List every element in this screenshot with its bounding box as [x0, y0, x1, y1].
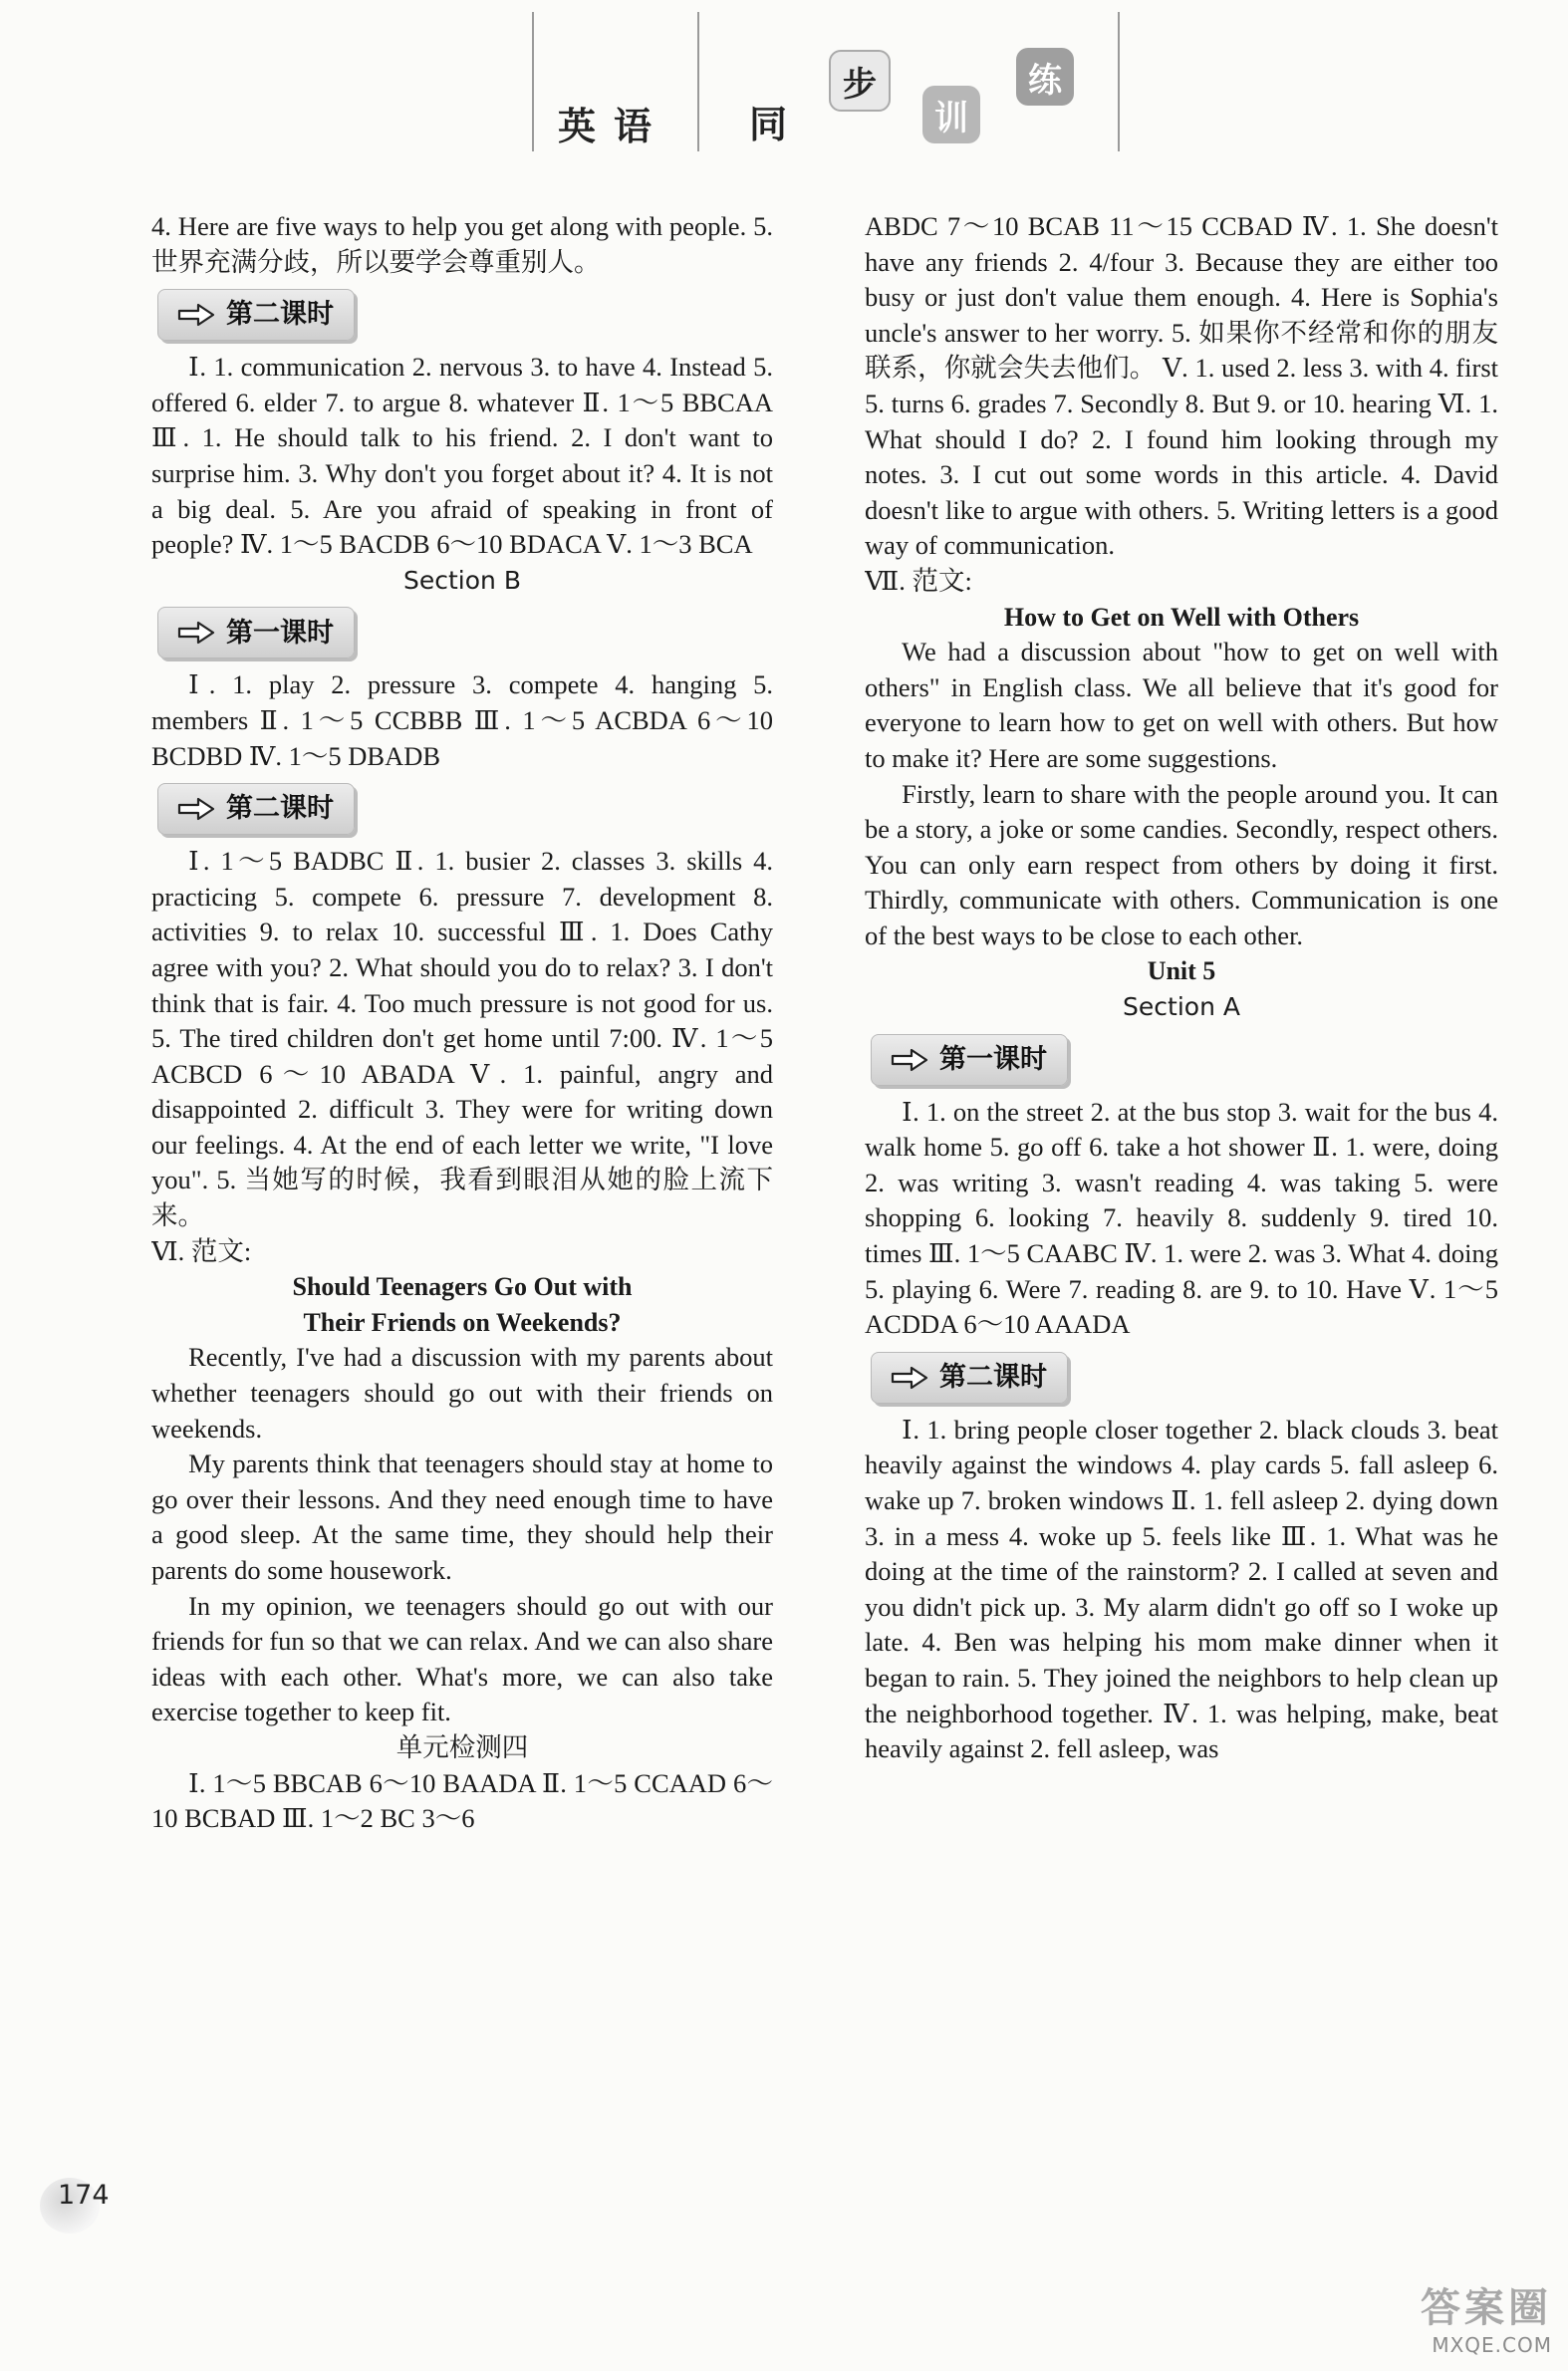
- watermark-text: 答案圈: [1421, 2284, 1552, 2331]
- watermark-logo: [1313, 2273, 1552, 2359]
- lesson-badge: [157, 607, 355, 659]
- answer-paragraph: Ⅰ. 1. play 2. pressure 3. compete 4. hanging 5. members Ⅱ. 1～5 CCBBB Ⅲ. 1～5 ACBDA 6～10 BCDBD Ⅳ. 1～5 DBADB: [151, 669, 773, 771]
- section-heading: Section A: [1123, 992, 1240, 1022]
- essay-paragraph: My parents think that teenagers should stay at home to go over their lessons. And they need enough time to have a good sleep. At the same time, they should help their parents do some housework.: [151, 1449, 773, 1585]
- essay-label: Ⅵ. 范文:: [151, 1235, 252, 1266]
- answer-paragraph: Ⅰ. 1～5 BADBC Ⅱ. 1. busier 2. classes 3. skills 4. practicing 5. compete 6. pressure 7. development 8. activities 9. to relax 10. successful Ⅲ. 1. Does Cathy agree with you? 2. What should you do to relax? 3. I don't think that is fair. 4. Too much pressure is not good for us. 5. The tired children don't get home until 7:00. Ⅳ. 1～5 ACBCD 6～10 ABADA Ⅴ. 1. painful, angry and disappointed 2. difficult 3. They were for writing down our feelings. 4. At the end of each letter we write, "I love you". 5. 当她写的时候，我看到眼泪从她的脸上流下来。: [151, 846, 773, 1231]
- header-divider: [697, 12, 699, 151]
- lesson-badge-label: 第二课时: [226, 299, 334, 331]
- unit-test-heading: 单元检测四: [395, 1731, 529, 1762]
- header-divider: [1118, 12, 1120, 151]
- unit-heading: Unit 5: [1147, 956, 1216, 986]
- arrow-right-icon: [176, 796, 216, 822]
- title-char-3: 训: [922, 86, 980, 143]
- page-number: 174: [58, 2180, 110, 2211]
- answer-paragraph: Ⅰ. 1. on the street 2. at the bus stop 3. wait for the bus 4. walk home 5. go off 6. take a hot shower Ⅱ. 1. were, doing 2. was writing 3. wasn't reading 4. was taking 5. were shopping 6. looking 7. heavily 8. suddenly 9. tired 10. times Ⅲ. 1～5 CAABC Ⅳ. 1. were 2. was 3. What 4. doing 5. playing 6. Were 7. reading 8. are 9. to 10. Have Ⅴ. 1～5 ACDDA 6～10 AAADA: [865, 1096, 1498, 1340]
- lesson-badge-label: 第一课时: [226, 617, 334, 649]
- answer-paragraph: Ⅰ. 1. bring people closer together 2. black clouds 3. beat heavily against the windows 4. play cards 5. fall asleep 6. wake up 7. broken windows Ⅱ. 1. fell asleep 2. dying down 3. in a mess 4. woke up 5. feels like Ⅲ. 1. What was he doing at the time of the rainstorm? 2. I called at seven and you didn't pick up. 3. My alarm didn't go off so I woke up late. 4. Ben was helping his mom make dinner when it began to rain. 5. They joined the neighbors to help clean up the neighborhood together. Ⅳ. 1. was helping, make, beat heavily against 2. fell asleep, was: [865, 1414, 1498, 1764]
- arrow-right-icon: [890, 1365, 929, 1391]
- essay-paragraph: In my opinion, we teenagers should go out with our friends for fun so that we can relax. And we can also share ideas with each other. What's more, we can also take exercise together to keep fit.: [151, 1590, 773, 1727]
- left-column: [151, 209, 773, 2122]
- arrow-right-icon: [176, 620, 216, 646]
- header-divider: [532, 12, 534, 151]
- arrow-right-icon: [176, 302, 216, 328]
- essay-title: Should Teenagers Go Out with: [292, 1272, 633, 1302]
- lesson-badge: [157, 783, 355, 835]
- lesson-badge: [871, 1034, 1068, 1086]
- answer-paragraph: Ⅰ. 1. communication 2. nervous 3. to have 4. Instead 5. offered 6. elder 7. to argue 8. whatever Ⅱ. 1～5 BBCAA Ⅲ. 1. He should talk to his friend. 2. I don't want to surprise him. 3. Why don't you forget about it? 4. It is not a big deal. 5. Are you afraid of speaking in front of people? Ⅳ. 1～5 BACDB 6～10 BDACA Ⅴ. 1～3 BCA: [151, 352, 773, 560]
- essay-title: Their Friends on Weekends?: [303, 1307, 622, 1337]
- title-char-4: 练: [1016, 48, 1074, 106]
- lesson-badge: [157, 289, 355, 341]
- lesson-badge-label: 第二课时: [939, 1362, 1047, 1394]
- answer-paragraph: ABDC 7～10 BCAB 11～15 CCBAD Ⅳ. 1. She doesn't have any friends 2. 4/four 3. Because they are either too busy or just don't value them enough. 4. Here is Sophia's uncle's answer to her worry. 5. 如果你不经常和你的朋友联系，你就会失去他们。 Ⅴ. 1. used 2. less 3. with 4. first 5. turns 6. grades 7. Secondly 8. But 9. or 10. hearing Ⅵ. 1. What should I do? 2. I found him looking through my notes. 3. I cut out some words in this article. 4. David doesn't like to argue with others. 5. Writing letters is a good way of communication.: [865, 211, 1498, 561]
- right-column: [865, 209, 1498, 2202]
- answer-paragraph: 4. Here are five ways to help you get along with people. 5. 世界充满分歧，所以要学会尊重别人。: [151, 211, 773, 277]
- watermark-url: MXQE.COM: [1432, 2332, 1552, 2357]
- title-char-1: 同: [749, 103, 788, 146]
- section-heading: Section B: [403, 565, 521, 595]
- title-char-2: 步: [829, 50, 891, 112]
- essay-title: How to Get on Well with Others: [1003, 602, 1360, 632]
- essay-label: Ⅶ. 范文:: [865, 565, 972, 596]
- lesson-badge-label: 第一课时: [939, 1043, 1047, 1075]
- essay-paragraph: Firstly, learn to share with the people around you. It can be a story, a joke or some candies. Secondly, respect others. You can only earn respect from others by doing it first. Thirdly, communicate with others. Communication is one of the best ways to be close to each other.: [865, 778, 1498, 950]
- subject-label: 英语: [558, 105, 670, 148]
- essay-paragraph: We had a discussion about "how to get on well with others" in English class. We all believe that it's good for everyone to learn how to get on well with others. But how to make it? Here are some suggestions.: [865, 637, 1498, 773]
- arrow-right-icon: [890, 1047, 929, 1073]
- lesson-badge: [871, 1352, 1068, 1404]
- essay-paragraph: Recently, I've had a discussion with my parents about whether teenagers should go out with their friends on weekends.: [151, 1342, 773, 1444]
- lesson-badge-label: 第二课时: [226, 793, 334, 825]
- answer-paragraph: Ⅰ. 1～5 BBCAB 6～10 BAADA Ⅱ. 1～5 CCAAD 6～10 BCBAD Ⅲ. 1～2 BC 3～6: [151, 1767, 773, 1834]
